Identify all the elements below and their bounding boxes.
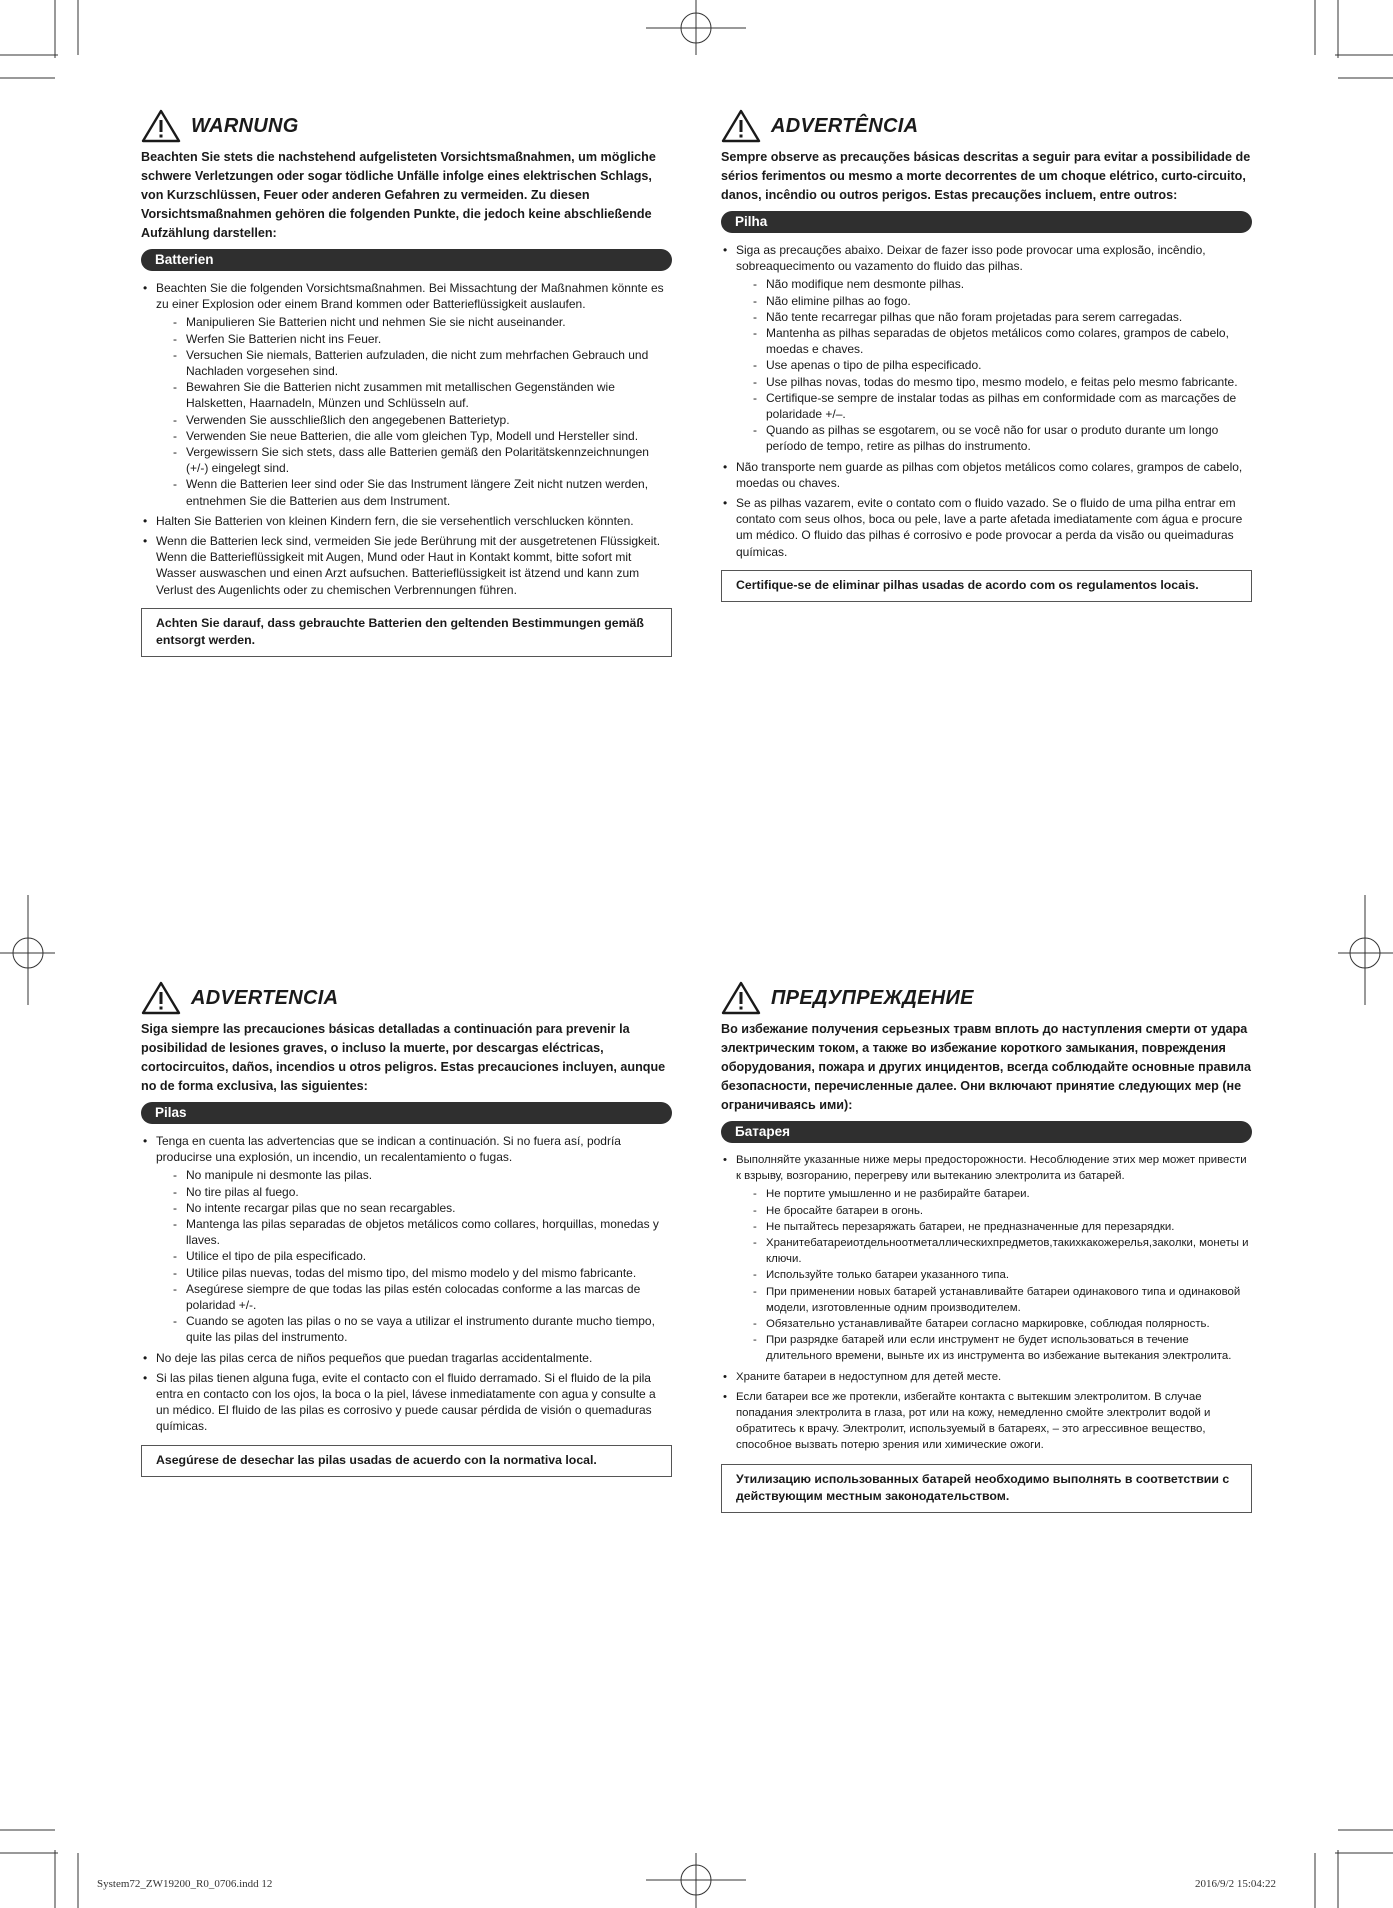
dash-item: - При разрядке батарей или если инструмент не будет использоваться в течение длительного времени, выньте их из инструмента во избежание вытекания электролита. <box>751 1332 1252 1364</box>
dash-item: - Use pilhas novas, todas do mesmo tipo, mesmo modelo, e feitas pelo mesmo fabricante. <box>751 374 1252 390</box>
intro-text: Siga siempre las precauciones básicas detalladas a continuación para prevenir la posibilidad de lesiones graves, o incluso la muerte, por descargas eléctricas, cortocircuitos, daños, incendios u otros peligros. Estas precauciones incluyen, aunque no de forma exclusiva, las siguientes: <box>141 1022 666 1093</box>
disposal-note: Утилизацию использованных батарей необходимо выполнять в соответствии с действующим местным законодательством. <box>721 1464 1252 1513</box>
warning-triangle-icon <box>721 981 761 1015</box>
dash-list <box>156 314 672 508</box>
intro-text: Beachten Sie stets die nachstehend aufgelisteten Vorsichtsmaßnahmen, um mögliche schwere Verletzungen oder sogar tödliche Unfälle infolge eines elektrischen Schlags, von Kurzschlüssen, Feuer oder anderen Gefahren zu vermeiden. Zu diesen Vorsichtsmaßnahmen gehören die folgenden Punkte, die jedoch keine abschließende Aufzählung darstellen: <box>141 150 656 240</box>
dash-item: - Vergewissern Sie sich stets, dass alle Batterien gemäß den Polaritätskennzeichnungen (+/-) eingelegt sind. <box>171 444 672 476</box>
dash-item: - Use apenas o tipo de pilha especificado. <box>751 357 1252 373</box>
warning-title: ПРЕДУПРЕЖДЕНИЕ <box>771 986 974 1009</box>
bullet-item: • Halten Sie Batterien von kleinen Kindern fern, die sie versehentlich verschlucken könnten. <box>141 513 672 529</box>
dash-item: - Versuchen Sie niemals, Batterien aufzuladen, die nicht zum mehrfachen Gebrauch und Nachladen vorgesehen sind. <box>171 347 672 379</box>
bullet-item: • Não transporte nem guarde as pilhas com objetos metálicos como colares, grampos de cabelo, moedas ou chaves. <box>721 459 1252 491</box>
dash-item: - Mantenha as pilhas separadas de objetos metálicos como colares, grampos de cabelo, moedas e chaves. <box>751 325 1252 357</box>
bullet-list <box>141 1133 672 1435</box>
warning-header <box>721 980 1252 1016</box>
dash-item: - Не бросайте батареи в огонь. <box>751 1203 1252 1219</box>
bullet-item <box>721 1152 1252 1365</box>
warning-title: WARNUNG <box>191 114 299 137</box>
warning-section-ru <box>721 980 1252 1513</box>
dash-item: - Werfen Sie Batterien nicht ins Feuer. <box>171 331 672 347</box>
bullet-text: Tenga en cuenta las advertencias que se indican a continuación. Si no fuera así, podría producirse una explosión, un incendio, un recalentamiento o fugas. <box>156 1134 621 1165</box>
battery-heading: Batterien <box>141 249 672 271</box>
dash-item: - При применении новых батарей устанавливайте батареи одинакового типа и одинаковой модели, изготовленные одним производителем. <box>751 1284 1252 1316</box>
bullet-item: • Si las pilas tienen alguna fuga, evite el contacto con el fluido derramado. Si el fluido de la pila entra en contacto con los ojos, la boca o la piel, lávese inmediatamente con agua y consulte a un médico. El fluido de las pilas es corrosivo y puede causar pérdida de visión o quemaduras químicas. <box>141 1370 672 1435</box>
battery-heading: Pilas <box>141 1102 672 1124</box>
dash-item: - Cuando se agoten las pilas o no se vaya a utilizar el instrumento durante mucho tiempo, quite las pilas del instrumento. <box>171 1313 672 1345</box>
dash-list <box>156 1167 672 1345</box>
dash-item: - Используйте только батареи указанного типа. <box>751 1267 1252 1283</box>
intro-text: Sempre observe as precauções básicas descritas a seguir para evitar a possibilidade de sérios ferimentos ou mesmo a morte decorrentes de um choque elétrico, curto-circuito, danos, incêndio ou outros perigos. Estas precauções incluem, entre outros: <box>721 150 1251 202</box>
dash-item: - Bewahren Sie die Batterien nicht zusammen mit metallischen Gegenständen wie Halsketten, Haarnadeln, Münzen und Schlüsseln auf. <box>171 379 672 411</box>
dash-item: - Utilice el tipo de pila especificado. <box>171 1248 672 1264</box>
warning-header <box>141 980 672 1016</box>
dash-item: - No intente recargar pilas que no sean recargables. <box>171 1200 672 1216</box>
bullet-list <box>141 280 672 598</box>
warning-triangle-icon <box>141 981 181 1015</box>
bullet-text: Beachten Sie die folgenden Vorsichtsmaßnahmen. Bei Missachtung der Maßnahmen könnte es zu einer Explosion oder einem Brand kommen oder Batterieflüssigkeit auslaufen. <box>156 281 664 312</box>
disposal-note: Asegúrese de desechar las pilas usadas de acuerdo con la normativa local. <box>141 1445 672 1477</box>
intro-text: Во избежание получения серьезных травм вплоть до наступления смерти от удара электрическим током, а также во избежание короткого замыкания, повреждения оборудования, пожара и других инцидентов, всегда соблюдайте основные правила безопасности, перечисленные далее. Они включают принятие следующих мер (не ограничиваясь ими): <box>721 1022 1251 1112</box>
dash-list <box>736 276 1252 454</box>
dash-item: - Не пытайтесь перезаряжать батареи, не предназначенные для перезарядки. <box>751 1219 1252 1235</box>
dash-item: - Хранитебатареиотдельноотметаллическихпредметов,такихкакожерелья,заколки, монеты и ключи. <box>751 1235 1252 1267</box>
warning-section-de <box>141 108 672 657</box>
dash-item: - Certifique-se sempre de instalar todas as pilhas em conformidade com as marcações de polaridade +/–. <box>751 390 1252 422</box>
bullet-text: Выполняйте указанные ниже меры предосторожности. Несоблюдение этих мер может привести к взрыву, возгоранию, перегреву или вытеканию электролита из батарей. <box>736 1154 1247 1183</box>
bullet-item: • No deje las pilas cerca de niños pequeños que puedan tragarlas accidentalmente. <box>141 1350 672 1366</box>
footer-timestamp: 2016/9/2 15:04:22 <box>1195 1878 1276 1890</box>
dash-item: - Не портите умышленно и не разбирайте батареи. <box>751 1186 1252 1202</box>
warning-triangle-icon <box>721 109 761 143</box>
battery-heading: Pilha <box>721 211 1252 233</box>
bullet-item: • Храните батареи в недоступном для детей месте. <box>721 1369 1252 1385</box>
dash-list <box>736 1186 1252 1364</box>
dash-item: - Verwenden Sie neue Batterien, die alle vom gleichen Typ, Modell und Hersteller sind. <box>171 428 672 444</box>
bullet-list <box>721 242 1252 560</box>
warning-header <box>141 108 672 144</box>
dash-item: - Não modifique nem desmonte pilhas. <box>751 276 1252 292</box>
dash-item: - Quando as pilhas se esgotarem, ou se você não for usar o produto durante um longo período de tempo, retire as pilhas do instrumento. <box>751 422 1252 454</box>
dash-item: - Verwenden Sie ausschließlich den angegebenen Batterietyp. <box>171 412 672 428</box>
bullet-list <box>721 1152 1252 1454</box>
dash-item: - No tire pilas al fuego. <box>171 1184 672 1200</box>
bullet-item <box>141 1133 672 1346</box>
footer-filename: System72_ZW19200_R0_0706.indd 12 <box>97 1878 273 1890</box>
dash-item: - Manipulieren Sie Batterien nicht und nehmen Sie sie nicht auseinander. <box>171 314 672 330</box>
dash-item: - Não tente recarregar pilhas que não foram projetadas para serem carregadas. <box>751 309 1252 325</box>
warning-triangle-icon <box>141 109 181 143</box>
dash-item: - Mantenga las pilas separadas de objetos metálicos como collares, horquillas, monedas y llaves. <box>171 1216 672 1248</box>
dash-item: - No manipule ni desmonte las pilas. <box>171 1167 672 1183</box>
warning-section-es <box>141 980 672 1477</box>
dash-item: - Обязательно устанавливайте батареи согласно маркировке, соблюдая полярность. <box>751 1316 1252 1332</box>
bullet-item <box>141 280 672 509</box>
dash-item: - Não elimine pilhas ao fogo. <box>751 293 1252 309</box>
warning-header <box>721 108 1252 144</box>
battery-heading: Батарея <box>721 1121 1252 1143</box>
bullet-text: Siga as precauções abaixo. Deixar de fazer isso pode provocar uma explosão, incêndio, sobreaquecimento ou vazamento do fluido das pilhas. <box>736 243 1206 274</box>
bullet-item: • Если батареи все же протекли, избегайте контакта с вытекшим электролитом. В случае попадания электролита в глаза, рот или на кожу, немедленно смойте электролит водой и обратитесь к врачу. Электролит, используемый в батареях, – это агрессивное вещество, способное вызвать потерю зрения или химические ожоги. <box>721 1389 1252 1454</box>
dash-item: - Utilice pilas nuevas, todas del mismo tipo, del mismo modelo y del mismo fabricante. <box>171 1265 672 1281</box>
warning-title: ADVERTÊNCIA <box>771 114 919 137</box>
bullet-item: • Se as pilhas vazarem, evite o contato com o fluido vazado. Se o fluido de uma pilha entrar em contato com seus olhos, boca ou pele, lave a parte afetada imediatamente com água e procure um médico. O fluido das pilhas é corrosivo e pode provocar a perda da visão ou queimaduras químicas. <box>721 495 1252 560</box>
warning-section-pt <box>721 108 1252 602</box>
dash-item: - Asegúrese siempre de que todas las pilas estén colocadas conforme a las marcas de polaridad +/-. <box>171 1281 672 1313</box>
disposal-note: Achten Sie darauf, dass gebrauchte Batterien den geltenden Bestimmungen gemäß entsorgt werden. <box>141 608 672 657</box>
bullet-item: • Wenn die Batterien leck sind, vermeiden Sie jede Berührung mit der ausgetretenen Flüssigkeit. Wenn die Batterieflüssigkeit mit Augen, Mund oder Haut in Kontakt kommt, bitte sofort mit Wasser auswaschen und einen Arzt aufsuchen. Batterieflüssigkeit ist ätzend und kann zum Verlust des Augenlichts oder zu chemischen Verbrennungen führen. <box>141 533 672 598</box>
disposal-note: Certifique-se de eliminar pilhas usadas de acordo com os regulamentos locais. <box>721 570 1252 602</box>
bullet-item <box>721 242 1252 455</box>
warning-title: ADVERTENCIA <box>191 986 339 1009</box>
dash-item: - Wenn die Batterien leer sind oder Sie das Instrument längere Zeit nicht nutzen werden, entnehmen Sie die Batterien aus dem Instrument. <box>171 476 672 508</box>
